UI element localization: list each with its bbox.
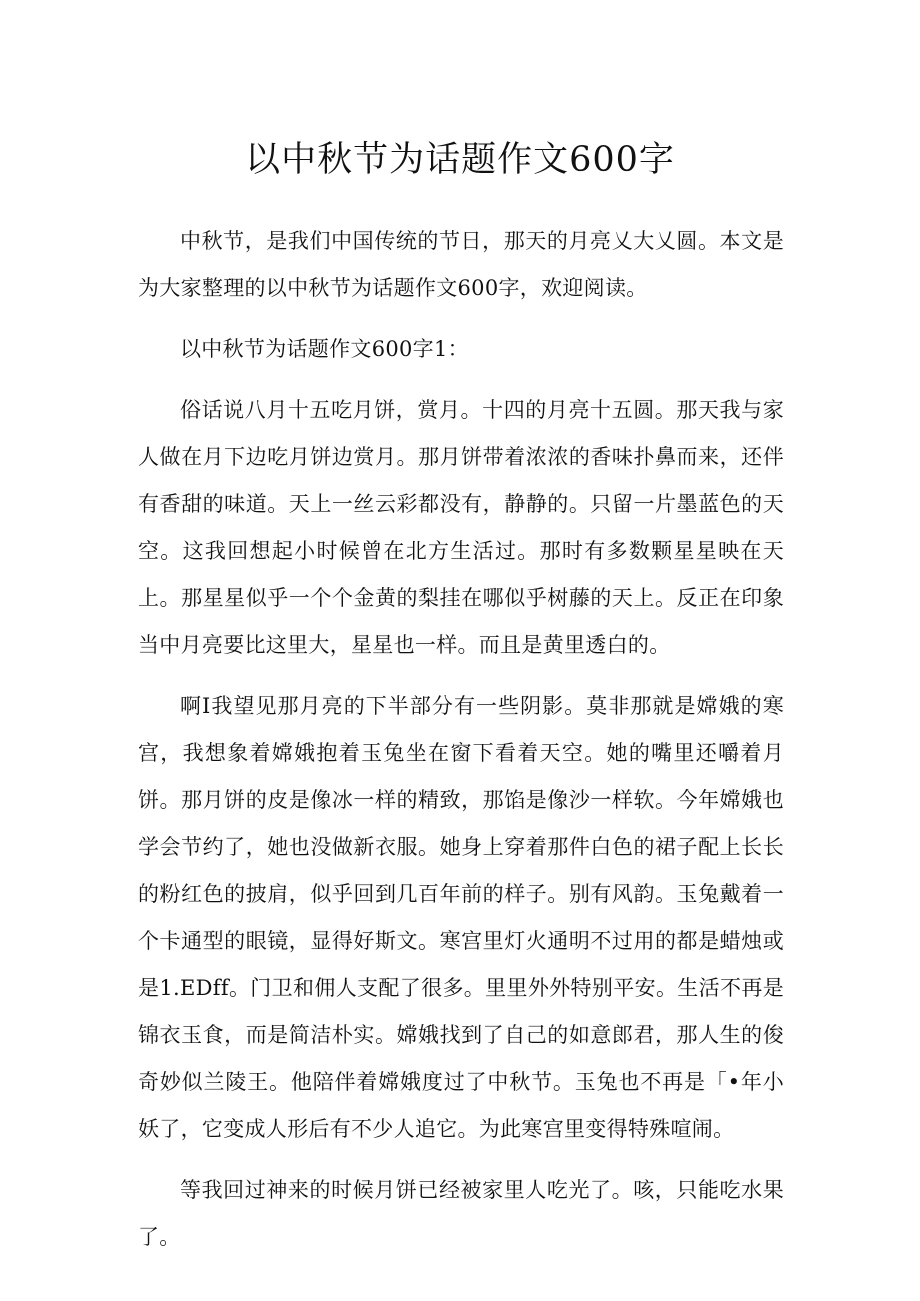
paragraph-mooncake: 俗话说八月十五吃月饼，赏月。十四的月亮十五圆。那天我与家人做在月下边吃月饼边赏月。那月饼带着浓浓的香味扑鼻而来，还伴有香甜的味道。天上一丝云彩都没有，静静的。只留一片墨蓝色的天空。这我回想起小时候曾在北方生活过。那时有多数颗星星映在天上。那星星似乎一个个金黄的梨挂在哪似乎树藤的天上。反正在印象当中月亮要比这里大，星星也一样。而且是黄里透白的。	[138, 398, 784, 657]
paragraph-change-palace: 啊I我望见那月亮的下半部分有一些阴影。莫非那就是嫦娥的寒宫，我想象着嫦娥抱着玉兔坐在窗下看着天空。她的嘴里还嚼着月饼。那月饼的皮是像冰一样的精致，那馅是像沙一样软。今年嫦娥也学会节约了，她也没做新衣服。她身上穿着那件白色的裙子配上长长的粉红色的披肩，似乎回到几百年前的样子。别有风韵。玉兔戴着一个卡通型的眼镜，显得好斯文。寒宫里灯火通明不过用的都是蜡烛或是1.EDff。门卫和佣人支配了很多。里里外外特别平安。生活不再是锦衣玉食，而是简洁朴实。嫦娥找到了自己的如意郎君，那人生的俊奇妙似兰陵王。他陪伴着嫦娥度过了中秋节。玉兔也不再是「•年小妖了，它变成人形后有不少人追它。为此寒宫里变得特殊喧闹。	[138, 694, 784, 1141]
document-title: 以中秋节为话题作文600字	[245, 140, 675, 180]
paragraph-ending: 等我回过神来的时候月饼已经被家里人吃光了。咳，只能吃水果了。	[138, 1178, 784, 1249]
paragraph-intro: 中秋节，是我们中国传统的节日，那天的月亮乂大乂圆。本文是为大家整理的以中秋节为话题作文600字，欢迎阅读。	[138, 229, 784, 300]
document-body	[138, 218, 784, 1275]
paragraph-heading-1: 以中秋节为话题作文600字1：	[180, 337, 469, 361]
